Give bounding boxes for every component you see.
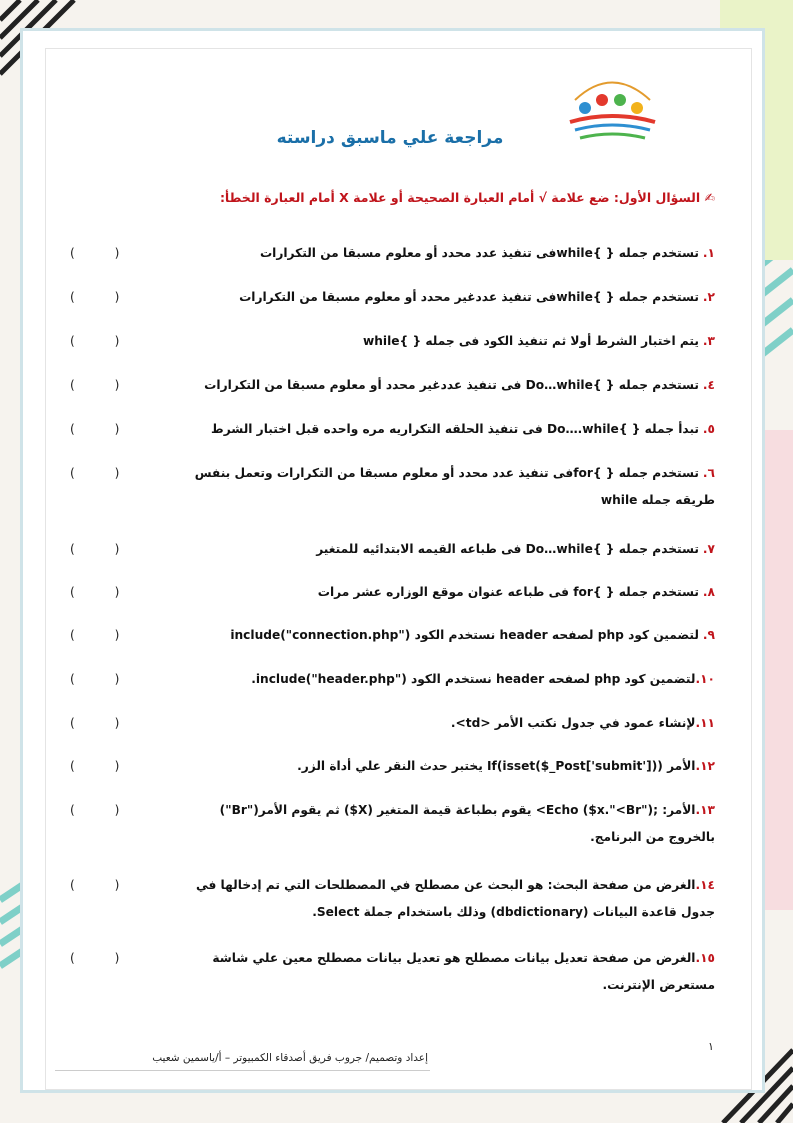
answer-box[interactable]: ( ) [70, 803, 138, 817]
question-item [70, 872, 715, 926]
answer-box[interactable]: ( ) [70, 246, 138, 260]
question-number: ٤. [702, 378, 715, 392]
question-item [70, 536, 715, 563]
question-text: تستخدم جمله { }forفى تنفيذ عدد محدد أو معلوم مسبقا من التكرارات وتعمل بنفس [194, 466, 699, 480]
question-number: ١٥. [695, 951, 715, 965]
question-text: لتضمين كود php لصفحه header نستخدم الكود ("include("header.php. [251, 672, 696, 686]
question-number: ٢. [702, 290, 715, 304]
question-instruction: ✍ السؤال الأول: ضع علامة √ أمام العبارة الصحيحة أو علامة X أمام العبارة الخطأ: [219, 190, 715, 205]
question-item [70, 328, 715, 355]
question-text: تستخدم جمله { }whileفى تنفيذ عددغير محدد أو معلوم مسبقا من التكرارات [239, 290, 699, 304]
answer-box[interactable]: ( ) [70, 585, 138, 599]
question-item [70, 666, 715, 693]
question-number: ١٠. [695, 672, 715, 686]
question-text: يتم اختبار الشرط أولا ثم تنفيذ الكود فى جمله { }while [362, 334, 699, 348]
question-text: تستخدم جمله { }Do…while فى طباعه القيمه الابتدائيه للمتغير [316, 542, 699, 556]
question-item [70, 579, 715, 606]
answer-box[interactable]: ( ) [70, 672, 138, 686]
question-item [70, 240, 715, 267]
footer-divider [55, 1070, 430, 1071]
page-number: ١ [708, 1040, 714, 1053]
question-continuation: جدول قاعدة البيانات (dbdictionary) وذلك باستخدام جملة Select. [312, 905, 715, 919]
question-number: ١٣. [695, 803, 715, 817]
question-text: تستخدم جمله { }whileفى تنفيذ عدد محدد أو معلوم مسبقا من التكرارات [259, 246, 699, 260]
question-number: ٨. [702, 585, 715, 599]
question-number: ٣. [702, 334, 715, 348]
question-item [70, 797, 715, 851]
question-item [70, 710, 715, 737]
question-item [70, 284, 715, 311]
question-text: الأمر ((If(isset($_Post['submit'] يختبر حدث النقر علي أداة الزر. [297, 759, 696, 773]
answer-box[interactable]: ( ) [70, 466, 138, 480]
answer-box[interactable]: ( ) [70, 378, 138, 392]
question-text: تستخدم جمله { }Do…while فى تنفيذ عددغير محدد أو معلوم مسبقا من التكرارات [204, 378, 699, 392]
answer-box[interactable]: ( ) [70, 951, 138, 965]
question-number: ٥. [702, 422, 715, 436]
answer-box[interactable]: ( ) [70, 334, 138, 348]
question-item [70, 622, 715, 649]
question-number: ١٤. [695, 878, 715, 892]
group-logo [560, 70, 665, 150]
question-item [70, 753, 715, 780]
answer-box[interactable]: ( ) [70, 422, 138, 436]
question-number: ١. [702, 246, 715, 260]
answer-box[interactable]: ( ) [70, 290, 138, 304]
question-number: ٩. [702, 628, 715, 642]
question-item [70, 416, 715, 443]
question-text: الغرض من صفحة تعديل بيانات مصطلح هو تعديل بيانات مصطلح معين علي شاشة [212, 951, 696, 965]
question-text: تستخدم جمله { }for فى طباعه عنوان موقع الوزاره عشر مرات [317, 585, 699, 599]
question-text: الغرض من صفحة البحث: هو البحث عن مصطلح في المصطلحات التي تم إدخالها في [196, 878, 696, 892]
footer-credit: إعداد وتصميم/ جروب فريق أصدقاء الكمبيوتر – أ/ياسمين شعيب [152, 1052, 428, 1064]
answer-box[interactable]: ( ) [70, 628, 138, 642]
answer-box[interactable]: ( ) [70, 716, 138, 730]
question-text: لتضمين كود php لصفحه header نستخدم الكود ("include("connection.php [230, 628, 699, 642]
question-continuation: مستعرض الإنترنت. [602, 978, 715, 992]
question-item [70, 372, 715, 399]
question-text: الأمر: ;("Echo ($x."<Br> يقوم بطباعة قيمة المتغير (X$) ثم يقوم الأمر("Br") [219, 803, 696, 817]
answer-box[interactable]: ( ) [70, 542, 138, 556]
question-continuation: بالخروج من البرنامج. [590, 830, 715, 844]
answer-box[interactable]: ( ) [70, 759, 138, 773]
question-item [70, 460, 715, 514]
question-text: تبدأ جمله { }Do….while فى تنفيذ الحلقه التكراريه مره واحده قبل اختبار الشرط [211, 422, 699, 436]
question-number: ١٢. [695, 759, 715, 773]
question-item [70, 945, 715, 999]
question-number: ١١. [695, 716, 715, 730]
question-text: لإنشاء عمود في جدول نكتب الأمر <td>. [450, 716, 696, 730]
answer-box[interactable]: ( ) [70, 878, 138, 892]
question-number: ٦. [702, 466, 715, 480]
question-number: ٧. [702, 542, 715, 556]
question-continuation: طريقه جمله while [600, 493, 715, 507]
page-title: مراجعة علي ماسبق دراسته [276, 128, 504, 148]
